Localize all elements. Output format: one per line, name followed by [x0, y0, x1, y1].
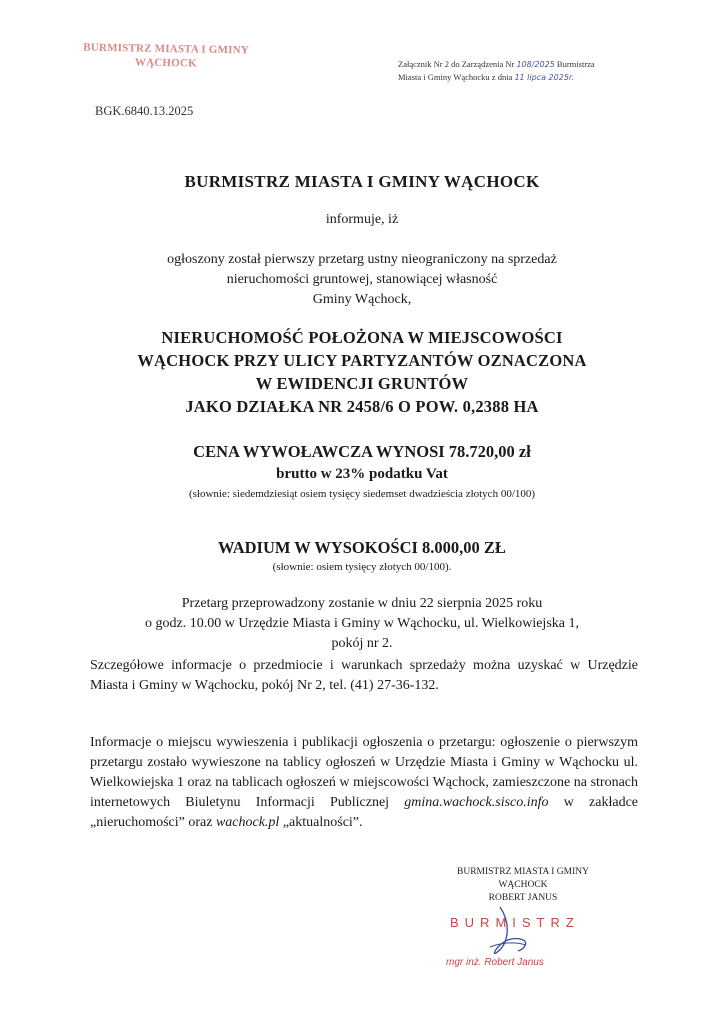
attachment-line1	[398, 58, 698, 71]
attachment-line1-suffix: Burmistrza	[554, 59, 595, 69]
signature-line3: ROBERT JANUS	[488, 893, 558, 903]
wadium-in-words: (słownie: osiem tysięcy złotych 00/100).	[272, 561, 452, 573]
signature-line2: WĄCHOCK	[498, 880, 548, 890]
attachment-note	[398, 58, 698, 84]
informs-text: informuje, iż	[325, 212, 399, 227]
handwritten-signature	[494, 907, 525, 953]
stamp-name: mgr inż. Robert Janus	[446, 957, 544, 968]
attachment-line2	[398, 71, 698, 84]
page-title: BURMISTRZ MIASTA I GMINY WĄCHOCK	[184, 172, 540, 191]
intro-line3: Gminy Wąchock,	[312, 292, 412, 307]
property-line2: WĄCHOCK PRZY ULICY PARTYZANTÓW OZNACZONA	[137, 351, 587, 370]
attachment-line1-prefix: Załącznik Nr 2 do Zarządzenia Nr	[398, 59, 517, 69]
wadium-line1: WADIUM W WYSOKOŚCI 8.000,00 ZŁ	[218, 538, 506, 557]
price-line1: CENA WYWOŁAWCZA WYNOSI 78.720,00 zł	[193, 442, 531, 461]
stamp-line1: BURMISTRZ MIASTA I GMINY	[83, 41, 250, 57]
signature-line1: BURMISTRZ MIASTA I GMINY	[457, 867, 589, 877]
details-paragraph: Szczegółowe informacje o przedmiocie i warunkach sprzedaży można uzyskać w Urzędzie Miasta i Gminy w Wąchocku, pokój Nr 2, tel. (41) 27-36-132.	[90, 658, 638, 693]
info-text1: Informacje o miejscu wywieszenia i publikacji ogłoszenia o przetargu: ogłoszenie o pierwszym przetargu zostało wywieszone na tablicy ogłoszeń w Urzędzie Miasta i Gminy w Wąchocku ul. Wielkowiejska 1 oraz na tablicach ogłoszeń w miejscowości Wąchock, zamieszczone na stronach internetowych Biuletynu Informacji Publicznej	[90, 735, 638, 810]
starting-price	[60, 440, 664, 502]
price-line2: brutto w 23% podatku Vat	[276, 466, 448, 482]
property-line3: W EWIDENCJI GRUNTÓW	[255, 374, 469, 393]
property-line4: JAKO DZIAŁKA NR 2458/6 O POW. 0,2388 HA	[185, 397, 539, 416]
tender-line2: o godz. 10.00 w Urzędzie Miasta i Gminy w Wąchocku, ul. Wielkowiejska 1,	[145, 616, 579, 631]
price-in-words: (słownie: siedemdziesiąt osiem tysięcy siedemset dwadzieścia złotych 00/100)	[188, 488, 536, 500]
attachment-line2-prefix: Miasta i Gminy Wąchocku z dnia	[398, 72, 515, 82]
attachment-date-handwritten: 11 lipca 2025r.	[514, 73, 574, 82]
tender-line3: pokój nr 2.	[331, 636, 393, 651]
header-stamp	[76, 40, 256, 71]
website-link[interactable]: wachock.pl	[215, 815, 280, 830]
attachment-number-handwritten: 108/2025	[516, 60, 555, 69]
stamp-word: BURMISTRZ	[450, 915, 580, 930]
property-line1: NIERUCHOMOŚĆ POŁOŻONA W MIEJSCOWOŚCI	[161, 328, 563, 347]
tender-line1: Przetarg przeprowadzony zostanie w dniu 22 sierpnia 2025 roku	[181, 596, 543, 611]
signature-stamp	[430, 895, 610, 975]
intro-line2: nieruchomości gruntowej, stanowiącej własność	[226, 272, 498, 287]
property-description	[60, 326, 664, 418]
publication-info-paragraph	[90, 733, 638, 833]
info-text2: w zakładce „nieruchomości” oraz	[90, 795, 638, 830]
stamp-line2: WĄCHOCK	[134, 56, 197, 70]
info-text3: „aktualności”.	[279, 815, 363, 830]
intro-line1: ogłoszony został pierwszy przetarg ustny nieograniczony na sprzedaż	[167, 252, 557, 267]
reference-number: BGK.6840.13.2025	[95, 104, 194, 118]
tender-date	[60, 594, 664, 654]
intro-text	[60, 250, 664, 310]
handwritten-stroke	[490, 943, 526, 947]
bip-link[interactable]: gmina.wachock.sisco.info	[404, 795, 549, 810]
deposit	[60, 536, 664, 575]
